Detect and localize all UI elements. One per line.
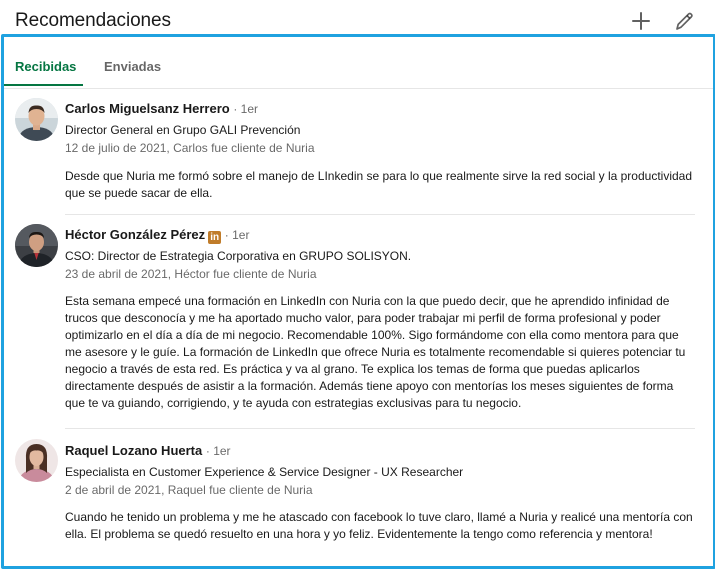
connection-degree: · 1er xyxy=(233,102,259,116)
recommender-headline: Director General en Grupo GALI Prevención xyxy=(65,123,301,137)
edit-recommendations-button[interactable] xyxy=(671,8,697,34)
recommendation-date-relation: 12 de julio de 2021, Carlos fue cliente de Nuria xyxy=(65,141,315,155)
connection-degree: · 1er xyxy=(205,444,231,458)
active-tab-indicator xyxy=(4,84,83,86)
add-recommendation-button[interactable] xyxy=(628,8,654,34)
tab-received[interactable]: Recibidas xyxy=(15,59,77,74)
recommendation-date-relation: 23 de abril de 2021, Héctor fue cliente de Nuria xyxy=(65,267,317,281)
linkedin-premium-icon: in xyxy=(208,231,221,244)
recommendation-text: Desde que Nuria me formó sobre el manejo de LInkedin se para lo que realmente sirve la red social y la productividad que se puede sacar de ella. xyxy=(65,169,693,200)
recommender-name-line xyxy=(65,227,249,244)
recommendations-tabs xyxy=(4,37,713,89)
avatar[interactable] xyxy=(15,439,58,482)
divider xyxy=(65,428,695,429)
avatar[interactable] xyxy=(15,98,58,141)
section-title: Recomendaciones xyxy=(15,10,171,31)
recommender-headline: CSO: Director de Estrategia Corporativa en GRUPO SOLISYON. xyxy=(65,249,412,263)
recommender-name-line xyxy=(65,443,231,458)
divider xyxy=(65,214,695,215)
recommender-headline: Especialista en Customer Experience & Service Designer - UX Researcher xyxy=(65,465,464,479)
plus-icon xyxy=(628,8,654,34)
tab-sent[interactable]: Enviadas xyxy=(104,59,162,74)
recommendation-date-relation: 2 de abril de 2021, Raquel fue cliente de Nuria xyxy=(65,483,313,497)
connection-degree: · 1er xyxy=(224,228,250,242)
recommender-name[interactable]: Carlos Miguelsanz Herrero xyxy=(65,101,230,116)
avatar[interactable] xyxy=(15,224,58,267)
recommendation-text: Esta semana empecé una formación en LinkedIn con Nuria con la que puedo decir, que he aprendido infinidad de trucos que desconocía y me ha aportado mucho valor, para poder trabajar mi perfil de forma profesional y poder optimizarlo en el día a día de mi negocio. Recomendable 100%. Sigo formándome con ella como mentora para que me asesore y le guíe. La formación de LinkedIn que ofrece Nuria es totalmente recomendable si quieres potenciar tu negocio a través de esta red. Es práctica y va al grano. Te explica los temas de forma que puedas aplicarlos directamente después de asistir a la formación. Además tiene apoyo con mentorías los meses siguientes de forma que te va guiando, corrigiendo, y te ayuda con estrategias exclusivas para tu negocio. xyxy=(65,294,686,410)
section-header xyxy=(0,0,715,34)
recommender-name[interactable]: Raquel Lozano Huerta xyxy=(65,443,203,458)
pencil-icon xyxy=(671,8,697,34)
recommender-name[interactable]: Héctor González Pérez xyxy=(65,227,206,242)
recommendation-text: Cuando he tenido un problema y me he atascado con facebook lo tuve claro, llamé a Nuria y realicé una mentoría con ella. El problema se quedó resuelto en una hora y yo feliz. Evidentemente la tengo como referencia y mentora! xyxy=(65,510,693,541)
recommender-name-line xyxy=(65,101,258,116)
recommendations-panel xyxy=(1,34,715,569)
